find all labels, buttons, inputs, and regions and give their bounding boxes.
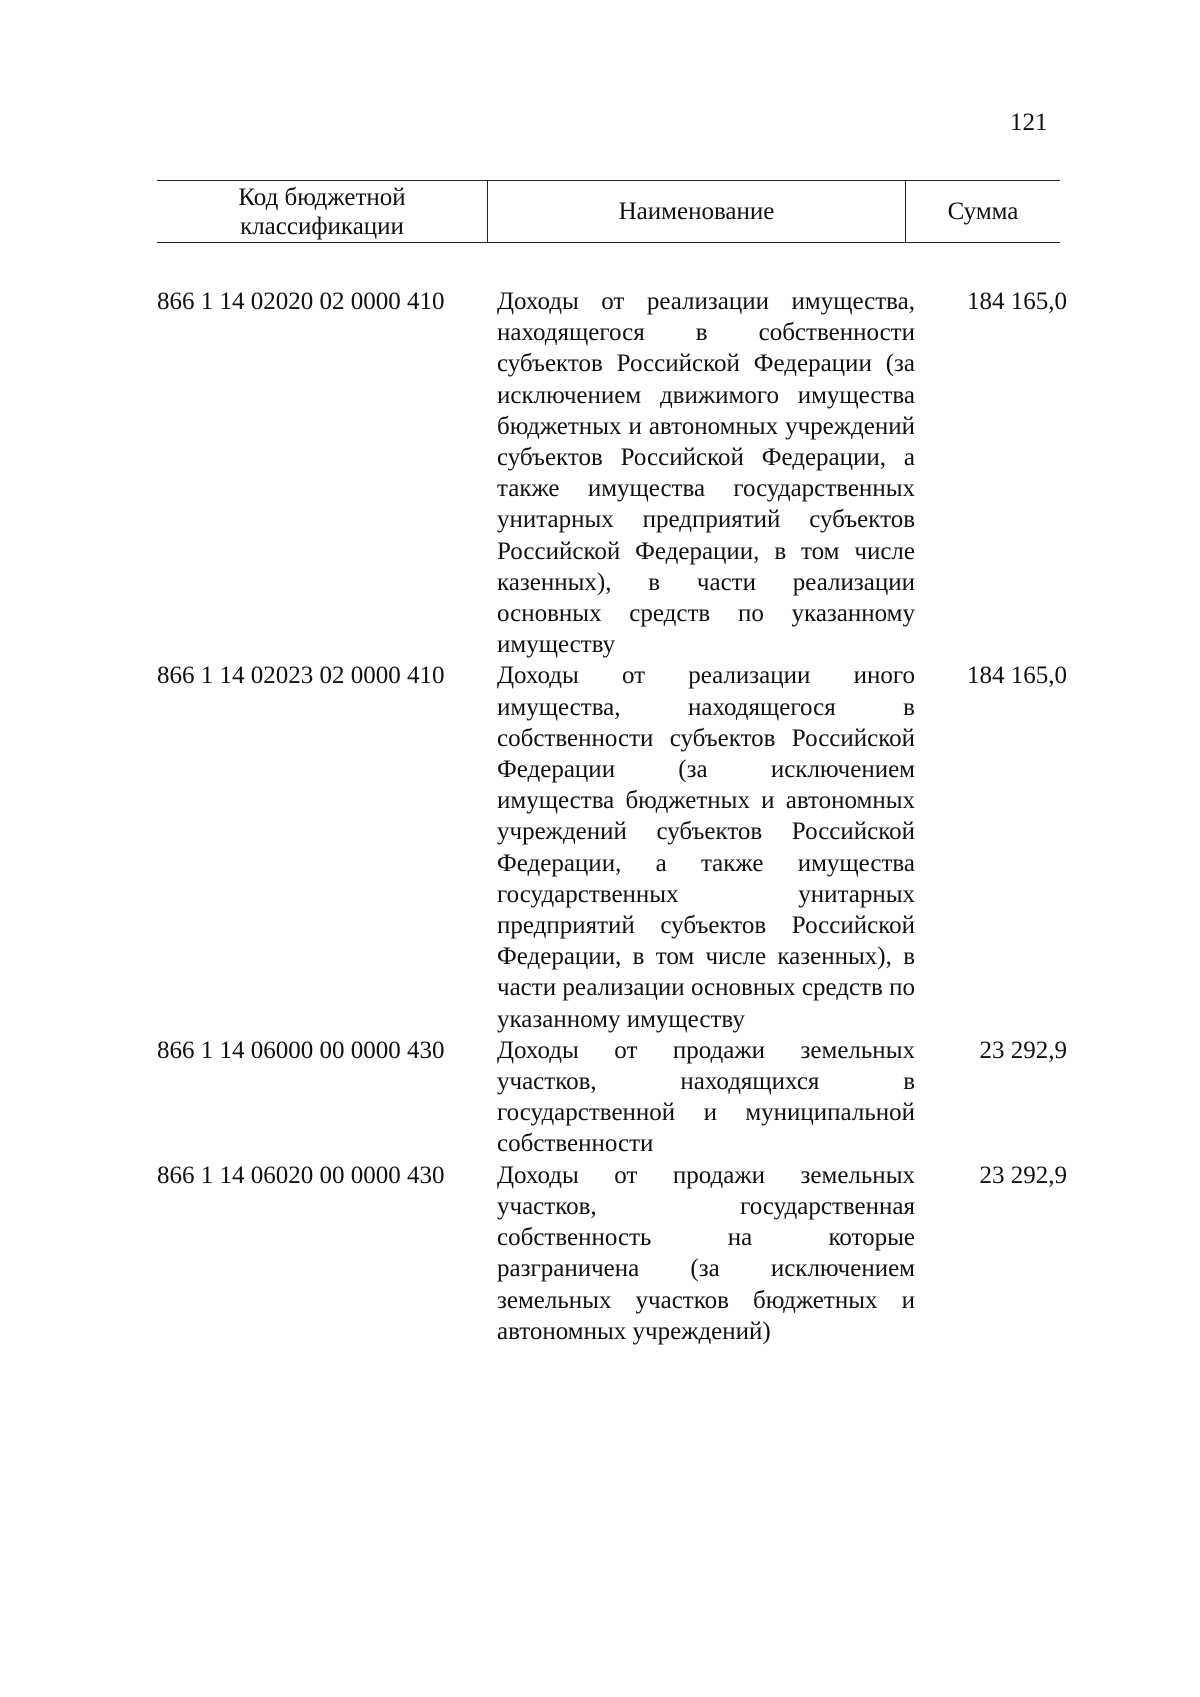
row-code: 866 1 14 02023 02 0000 410 [157,662,445,690]
table-row [157,1035,1067,1160]
row-name: Доходы от продажи земельных участков, находящихся в государственной и муниципальной собственности [497,1036,915,1158]
row-code: 866 1 14 06000 00 0000 430 [157,1036,445,1064]
row-code: 866 1 14 06020 00 0000 430 [157,1161,445,1189]
page-number: 121 [1010,109,1048,136]
header-code: Код бюджетной классификации [157,181,488,242]
row-sum: 23 292,9 [979,1161,1067,1189]
row-name: Доходы от продажи земельных участков, государственная собственность на которые разграничена (за исключением земельных участков бюджетных и автономных учреждений) [497,1161,915,1345]
row-name: Доходы от реализации иного имущества, находящегося в собственности субъектов Российской Федерации (за исключением имущества бюджетных и автономных учреждений субъектов Российской Федерации, а также имущества государственных унитарных предприятий субъектов Российской Федерации, в том числе казенных), в части реализации основных средств по указанному имуществу [497,662,915,1033]
row-sum: 23 292,9 [979,1036,1067,1064]
header-sum: Сумма [947,198,1019,225]
table-row [157,286,1067,660]
table-header [157,180,1060,243]
table-row [157,660,1067,1034]
row-sum: 184 165,0 [967,662,1067,690]
table-row [157,1160,1067,1347]
row-name: Доходы от реализации имущества, находящегося в собственности субъектов Российской Федерации (за исключением движимого имущества бюджетных и автономных учреждений субъектов Российской Федерации, а также имущества государственных унитарных предприятий субъектов Российской Федерации, в том числе казенных), в части реализации основных средств по указанному имуществу [497,288,915,659]
table-body [157,286,1067,1347]
header-name: Наименование [488,181,906,242]
row-code: 866 1 14 02020 02 0000 410 [157,288,445,315]
row-sum: 184 165,0 [967,288,1067,315]
